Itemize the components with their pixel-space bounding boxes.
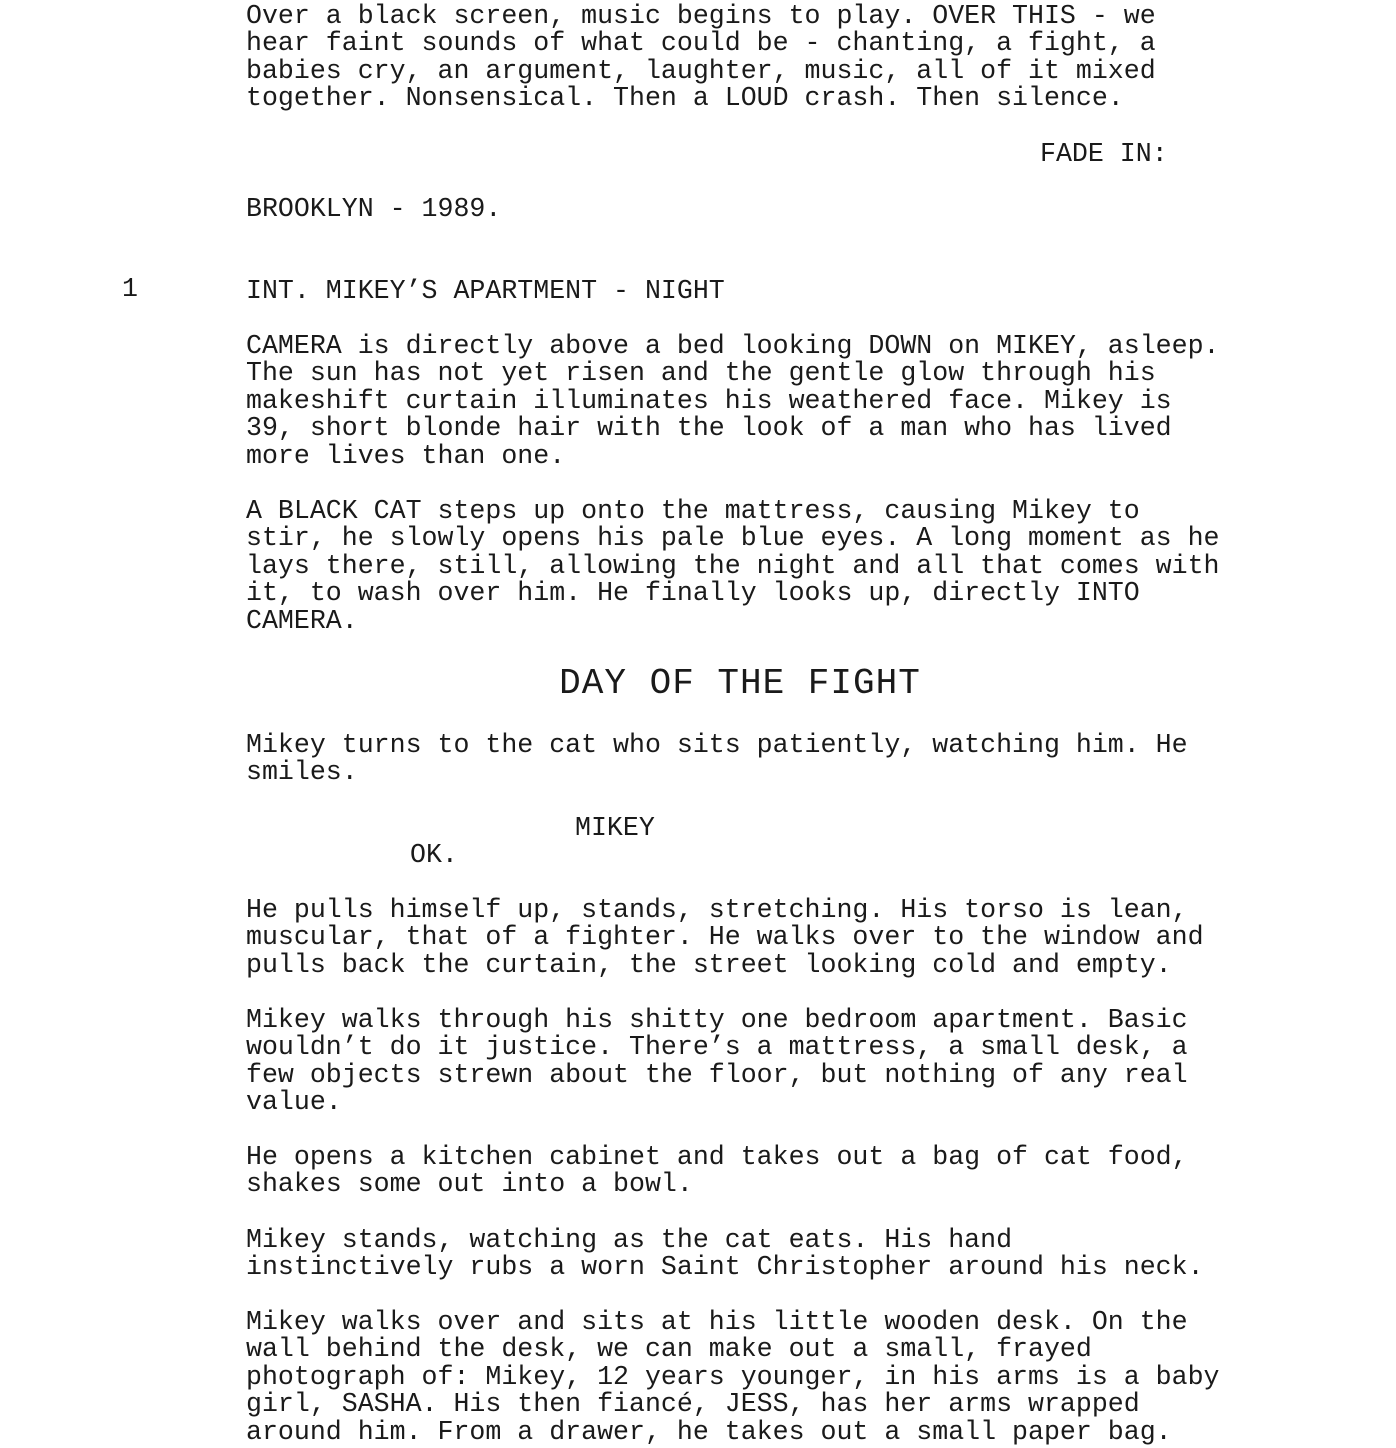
title-card: DAY OF THE FIGHT [559, 663, 921, 704]
action-paragraph-7: Mikey stands, watching as the cat eats. His hand instinctively rubs a worn Saint Christopher around his neck. [246, 1225, 1204, 1283]
location-super: BROOKLYN - 1989. [246, 194, 502, 224]
action-paragraph-6: He opens a kitchen cabinet and takes out a bag of cat food, shakes some out into a bowl. [246, 1142, 1188, 1200]
transition-fade-in: FADE IN: [1040, 139, 1168, 169]
action-paragraph-8: Mikey walks over and sits at his little wooden desk. On the wall behind the desk, we can make out a small, frayed photograph of: Mikey, 12 years younger, in his arms is a baby girl, SASHA. His then fiancé, JESS, has her arms wrapped around him. From a drawer, he takes out a small paper bag. [246, 1307, 1220, 1447]
opening-action: Over a black screen, music begins to play. OVER THIS - we hear faint sounds of what could be - chanting, a fight, a babies cry, an argument, laughter, music, all of it mixed together. Nonsensical. Then a LOUD crash. Then silence. [246, 1, 1156, 114]
action-paragraph-3: Mikey turns to the cat who sits patiently, watching him. He smiles. [246, 730, 1188, 788]
scene-number: 1 [122, 274, 138, 304]
scene-heading: INT. MIKEY’S APARTMENT - NIGHT [246, 276, 725, 306]
action-paragraph-4: He pulls himself up, stands, stretching. His torso is lean, muscular, that of a fighter. He walks over to the window and pulls back the curtain, the street looking cold and empty. [246, 895, 1204, 980]
action-paragraph-2: A BLACK CAT steps up onto the mattress, causing Mikey to stir, he slowly opens his pale blue eyes. A long moment as he lays there, still, allowing the night and all that comes with it, to wash over him. He finally looks up, directly INTO CAMERA. [246, 496, 1220, 636]
action-paragraph-1: CAMERA is directly above a bed looking DOWN on MIKEY, asleep. The sun has not yet risen and the gentle glow through his makeshift curtain illuminates his weathered face. Mikey is 39, short blonde hair with the look of a man who has lived more lives than one. [246, 331, 1220, 471]
character-cue: MIKEY [575, 813, 655, 843]
dialogue-line: OK. [410, 840, 458, 870]
action-paragraph-5: Mikey walks through his shitty one bedroom apartment. Basic wouldn’t do it justice. There’s a mattress, a small desk, a few objects strewn about the floor, but nothing of any real value. [246, 1005, 1188, 1118]
